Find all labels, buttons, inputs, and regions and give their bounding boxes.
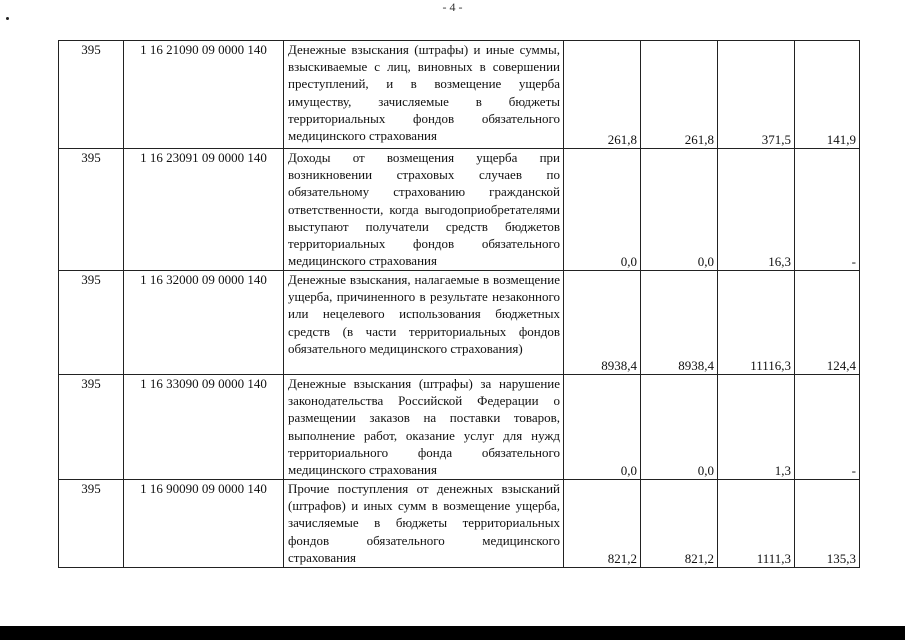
budget-code-cell: 1 16 23091 09 0000 140 <box>124 149 284 271</box>
table-row <box>59 375 860 480</box>
page-number: - 4 - <box>442 0 463 14</box>
admin-code-cell: 395 <box>59 149 124 271</box>
revenue-table <box>58 40 860 568</box>
scan-speck <box>6 17 9 20</box>
value-cell-1: 0,0 <box>564 375 641 480</box>
value-cell-1: 0,0 <box>564 149 641 271</box>
value-cell-3: 11116,3 <box>718 271 795 375</box>
description-cell: Денежные взыскания (штрафы) за нарушение законодательства Российской Федерации о размещении заказов на поставки товаров, выполнение работ, оказание услуг для нужд территориального фонда обязательного медицинского страхования <box>284 375 564 480</box>
value-cell-3: 1111,3 <box>718 480 795 568</box>
admin-code-cell: 395 <box>59 480 124 568</box>
value-cell-4: - <box>795 375 860 480</box>
budget-code-cell: 1 16 90090 09 0000 140 <box>124 480 284 568</box>
description-cell: Денежные взыскания (штрафы) и иные суммы, взыскиваемые с лиц, виновных в совершении преступлений, и в возмещение ущерба имуществу, зачисляемые в бюджеты территориальных фондов обязательного медицинского страхования <box>284 41 564 149</box>
scan-border <box>0 626 905 640</box>
value-cell-4: 141,9 <box>795 41 860 149</box>
budget-code-cell: 1 16 33090 09 0000 140 <box>124 375 284 480</box>
description-cell: Прочие поступления от денежных взысканий (штрафов) и иных сумм в возмещение ущерба, зачисляемые в бюджеты территориальных фондов обязательного медицинского страхования <box>284 480 564 568</box>
admin-code-cell: 395 <box>59 271 124 375</box>
value-cell-4: - <box>795 149 860 271</box>
budget-code-cell: 1 16 21090 09 0000 140 <box>124 41 284 149</box>
value-cell-3: 16,3 <box>718 149 795 271</box>
admin-code-cell: 395 <box>59 41 124 149</box>
table-row <box>59 149 860 271</box>
value-cell-2: 0,0 <box>641 375 718 480</box>
value-cell-4: 124,4 <box>795 271 860 375</box>
table-row <box>59 480 860 568</box>
table-row <box>59 41 860 149</box>
value-cell-3: 371,5 <box>718 41 795 149</box>
admin-code-cell: 395 <box>59 375 124 480</box>
value-cell-3: 1,3 <box>718 375 795 480</box>
value-cell-2: 821,2 <box>641 480 718 568</box>
value-cell-1: 261,8 <box>564 41 641 149</box>
table-row <box>59 271 860 375</box>
value-cell-1: 8938,4 <box>564 271 641 375</box>
value-cell-1: 821,2 <box>564 480 641 568</box>
description-cell: Доходы от возмещения ущерба при возникновении страховых случаев по обязательному страхованию гражданской ответственности, когда выгодоприобретателями выступают получатели средств бюджетов территориальных фондов обязательного медицинского страхования <box>284 149 564 271</box>
value-cell-4: 135,3 <box>795 480 860 568</box>
description-cell: Денежные взыскания, налагаемые в возмещение ущерба, причиненного в результате незаконного или нецелевого использования бюджетных средств (в части территориальных фондов обязательного медицинского страхования) <box>284 271 564 375</box>
value-cell-2: 0,0 <box>641 149 718 271</box>
value-cell-2: 261,8 <box>641 41 718 149</box>
value-cell-2: 8938,4 <box>641 271 718 375</box>
budget-code-cell: 1 16 32000 09 0000 140 <box>124 271 284 375</box>
